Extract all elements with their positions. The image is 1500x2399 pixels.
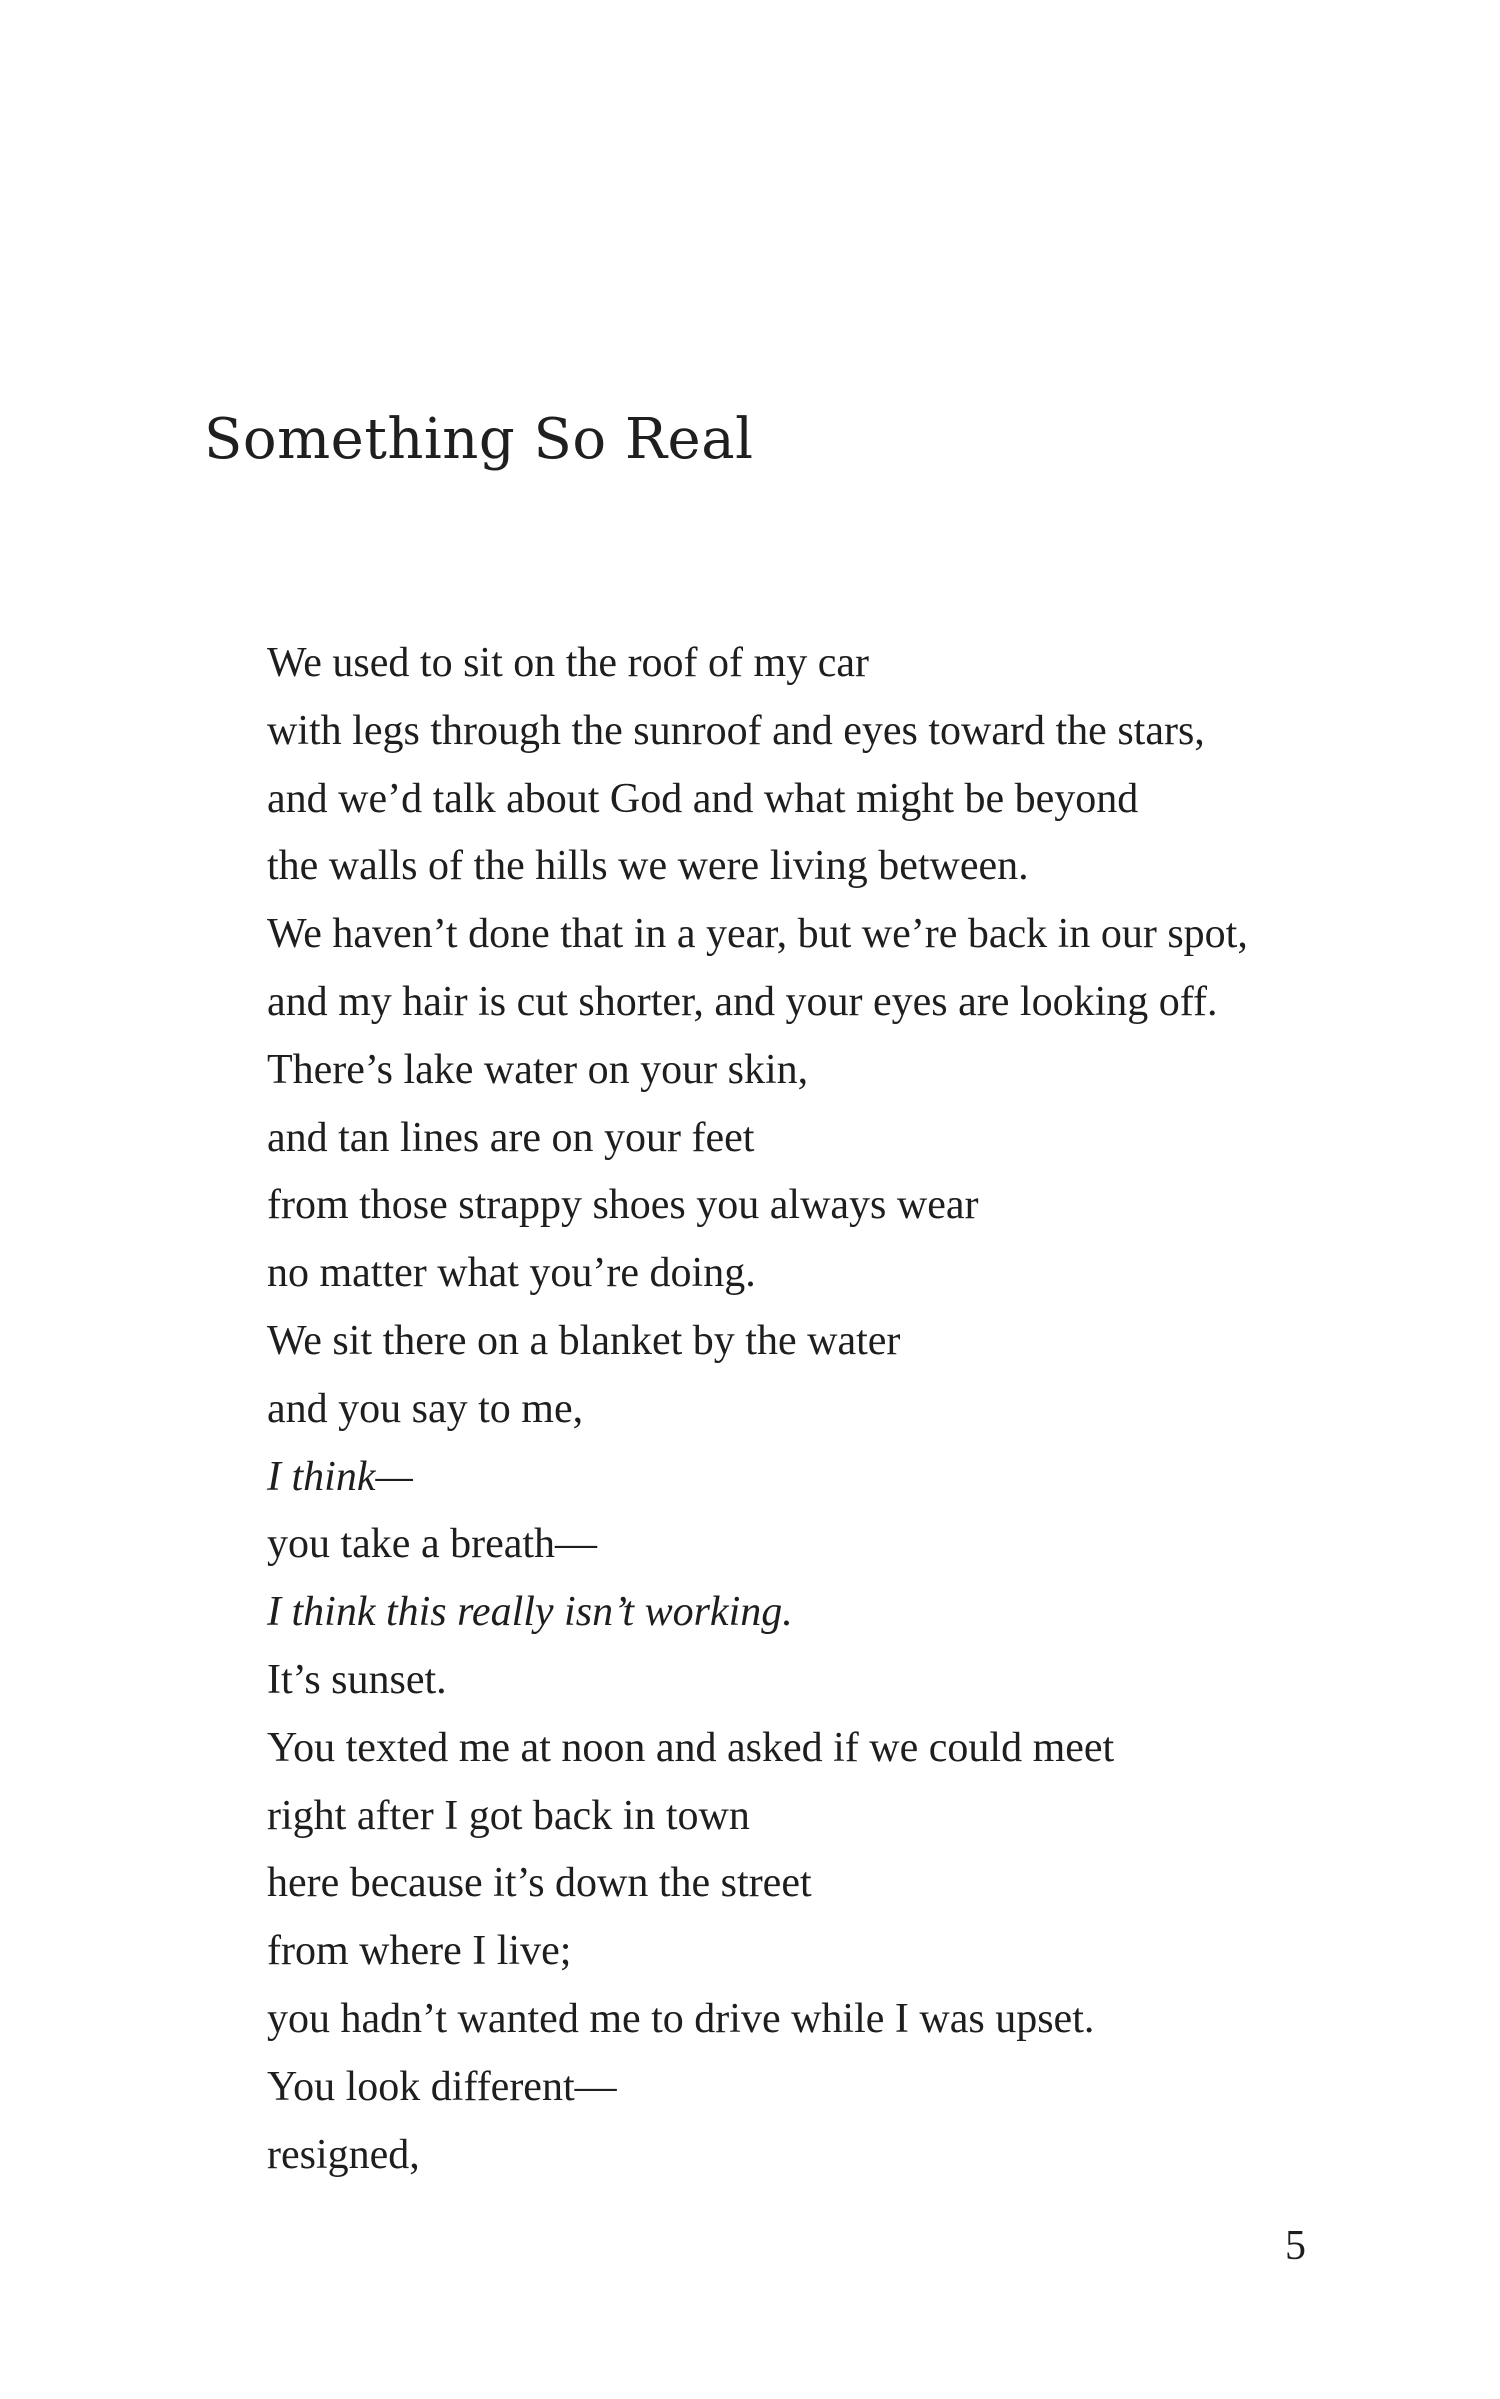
poem-line: I think this really isn’t working.	[267, 1589, 793, 1636]
poem-line: from where I live;	[267, 1928, 572, 1975]
page-number: 5	[1285, 2223, 1306, 2269]
poem-line: and tan lines are on your feet	[267, 1114, 755, 1161]
poem-line: no matter what you’re doing.	[267, 1250, 756, 1297]
poem-line: You look different—	[267, 2063, 617, 2110]
poem-body	[267, 630, 1248, 2189]
poem-line: from those strappy shoes you always wear	[267, 1182, 979, 1229]
poem-line: and we’d talk about God and what might be beyond	[267, 775, 1139, 822]
poem-line: here because it’s down the street	[267, 1860, 812, 1907]
poem-line: and my hair is cut shorter, and your eyes are looking off.	[267, 978, 1218, 1025]
poem-line: We haven’t done that in a year, but we’re back in our spot,	[267, 911, 1248, 958]
poem-line: you take a breath—	[267, 1521, 598, 1568]
poem-line: We sit there on a blanket by the water	[267, 1317, 901, 1364]
poem-line: It’s sunset.	[267, 1656, 447, 1703]
poem-line: You texted me at noon and asked if we could meet	[267, 1724, 1115, 1771]
poem-line: the walls of the hills we were living between.	[267, 843, 1029, 890]
poem-title: Something So Real	[204, 407, 754, 472]
poem-line: I think—	[267, 1453, 413, 1500]
poem-line: right after I got back in town	[267, 1792, 750, 1839]
poem-line: and you say to me,	[267, 1385, 584, 1432]
poem-line: resigned,	[267, 2131, 420, 2178]
poem-line: with legs through the sunroof and eyes toward the stars,	[267, 707, 1205, 754]
poem-line: We used to sit on the roof of my car	[267, 640, 869, 686]
poem-line: you hadn’t wanted me to drive while I was upset.	[267, 1995, 1095, 2042]
poem-line: There’s lake water on your skin,	[267, 1046, 809, 1093]
